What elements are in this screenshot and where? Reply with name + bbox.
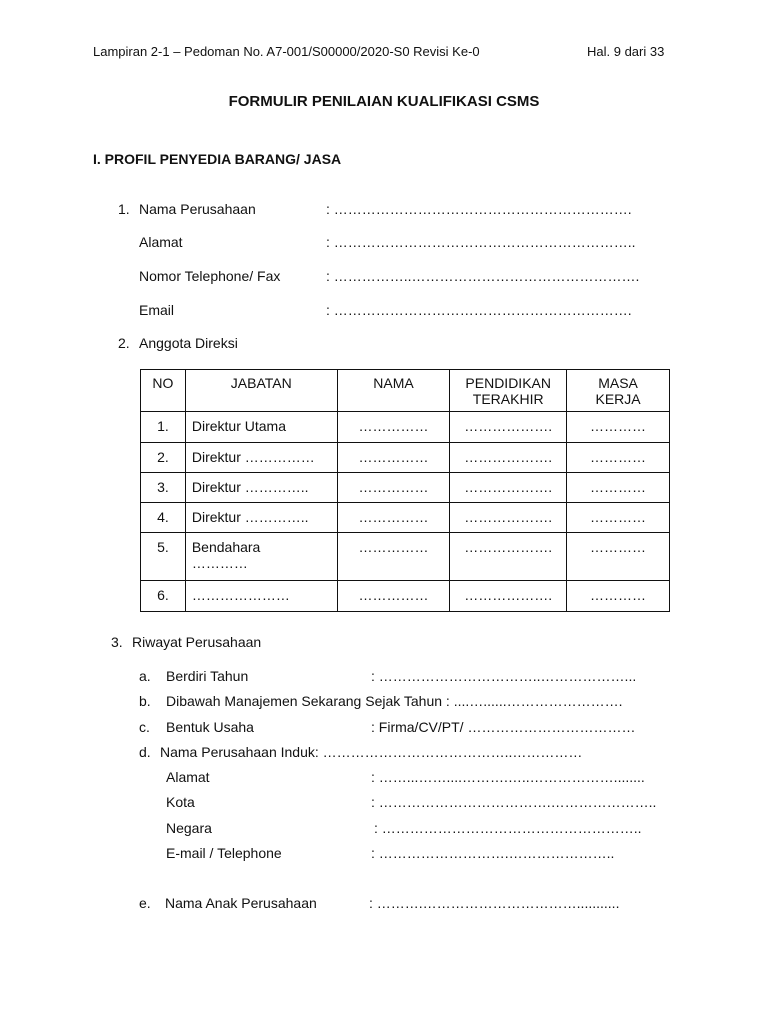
cell-education: ………………. [450, 412, 567, 443]
cell-position: Direktur ………….. [185, 503, 337, 533]
section-title: I. PROFIL PENYEDIA BARANG/ JASA [93, 151, 342, 167]
cell-name: …………… [337, 412, 450, 443]
item2-number: 2. [118, 335, 130, 351]
parent-city-label: Kota [166, 794, 195, 810]
header-tenure: MASA KERJA [567, 370, 670, 412]
parent-country-field: : ……………………………………………….. [374, 820, 642, 836]
form-title: FORMULIR PENILAIAN KUALIFIKASI CSMS [228, 93, 540, 110]
business-form-label: Bentuk Usaha [166, 719, 254, 735]
cell-tenure: ………… [567, 503, 670, 533]
cell-name: …………… [337, 533, 450, 581]
board-directors-table [140, 369, 670, 612]
table-row [141, 412, 670, 443]
phone-fax-label: Nomor Telephone/ Fax [139, 268, 281, 284]
cell-tenure: ………… [567, 412, 670, 443]
company-name-field: : ………………………………………………………. [326, 201, 632, 217]
cell-no: 5. [141, 533, 186, 581]
company-name-label: Nama Perusahaan [139, 201, 256, 217]
table-row [141, 533, 670, 581]
cell-no: 3. [141, 473, 186, 503]
cell-name: …………… [337, 503, 450, 533]
email-field: : ………………………………………………………. [326, 302, 632, 318]
item3-number: 3. [111, 634, 123, 650]
item3e-letter: e. [139, 895, 151, 911]
header-name: NAMA [337, 370, 450, 412]
management-since-line: Dibawah Manajemen Sekarang Sejak Tahun : ....…......……………………. [166, 693, 623, 709]
parent-country-label: Negara [166, 820, 212, 836]
parent-email-phone-field: : ……………………….………………….. [371, 845, 615, 861]
email-label: Email [139, 302, 175, 318]
item3b-letter: b. [139, 693, 151, 709]
cell-tenure: ………… [567, 581, 670, 612]
header-education: PENDIDIKAN TERAKHIR [450, 370, 567, 412]
document-reference: Lampiran 2-1 – Pedoman No. A7-001/S00000/2020-S0 Revisi Ke-0 [93, 44, 480, 59]
cell-education: ………………. [450, 581, 567, 612]
cell-no: 2. [141, 443, 186, 473]
table-row [141, 581, 670, 612]
cell-tenure: ………… [567, 473, 670, 503]
subsidiary-label: Nama Anak Perusahaan [165, 895, 317, 911]
cell-education: ………………. [450, 533, 567, 581]
cell-no: 1. [141, 412, 186, 443]
parent-city-field: : ……………………………….………………….. [371, 794, 657, 810]
item1-number: 1. [118, 201, 130, 217]
cell-education: ………………. [450, 443, 567, 473]
cell-name: …………… [337, 581, 450, 612]
cell-no: 6. [141, 581, 186, 612]
header-no: NO [141, 370, 186, 412]
parent-address-field: : ……...……....……….…..………………........ [371, 769, 645, 785]
board-directors-label: Anggota Direksi [139, 335, 238, 351]
parent-email-phone-label: E-mail / Telephone [166, 845, 282, 861]
cell-position: Direktur ………….. [185, 473, 337, 503]
cell-name: …………… [337, 443, 450, 473]
header-position: JABATAN [185, 370, 337, 412]
cell-tenure: ………… [567, 443, 670, 473]
founded-year-label: Berdiri Tahun [166, 668, 249, 684]
cell-education: ………………. [450, 473, 567, 503]
company-history-label: Riwayat Perusahaan [132, 634, 262, 650]
cell-position: Direktur …………… [185, 443, 337, 473]
table-row [141, 443, 670, 473]
business-form-field: : Firma/CV/PT/ ……………………………… [371, 719, 636, 735]
phone-fax-field: : ……………..…………………………………………. [326, 268, 640, 284]
item3c-letter: c. [139, 719, 150, 735]
address-field: : ……………………………………………………….. [326, 234, 636, 250]
page-number: Hal. 9 dari 33 [587, 44, 665, 59]
table-header-row [141, 370, 670, 412]
address-label: Alamat [139, 234, 183, 250]
subsidiary-field: : ……….……………………………........... [369, 895, 620, 911]
cell-tenure: ………… [567, 533, 670, 581]
cell-name: …………… [337, 473, 450, 503]
table-row [141, 473, 670, 503]
cell-position: ………………… [185, 581, 337, 612]
cell-position: Direktur Utama [185, 412, 337, 443]
item3d-letter: d. [139, 744, 151, 760]
cell-education: ………………. [450, 503, 567, 533]
item3a-letter: a. [139, 668, 151, 684]
table-row [141, 503, 670, 533]
cell-no: 4. [141, 503, 186, 533]
parent-address-label: Alamat [166, 769, 210, 785]
cell-position: Bendahara ………… [185, 533, 337, 581]
founded-year-field: : ……………………………..………………... [371, 668, 637, 684]
parent-company-line: Nama Perusahaan Induk: …………………………………..…………… [160, 744, 583, 760]
